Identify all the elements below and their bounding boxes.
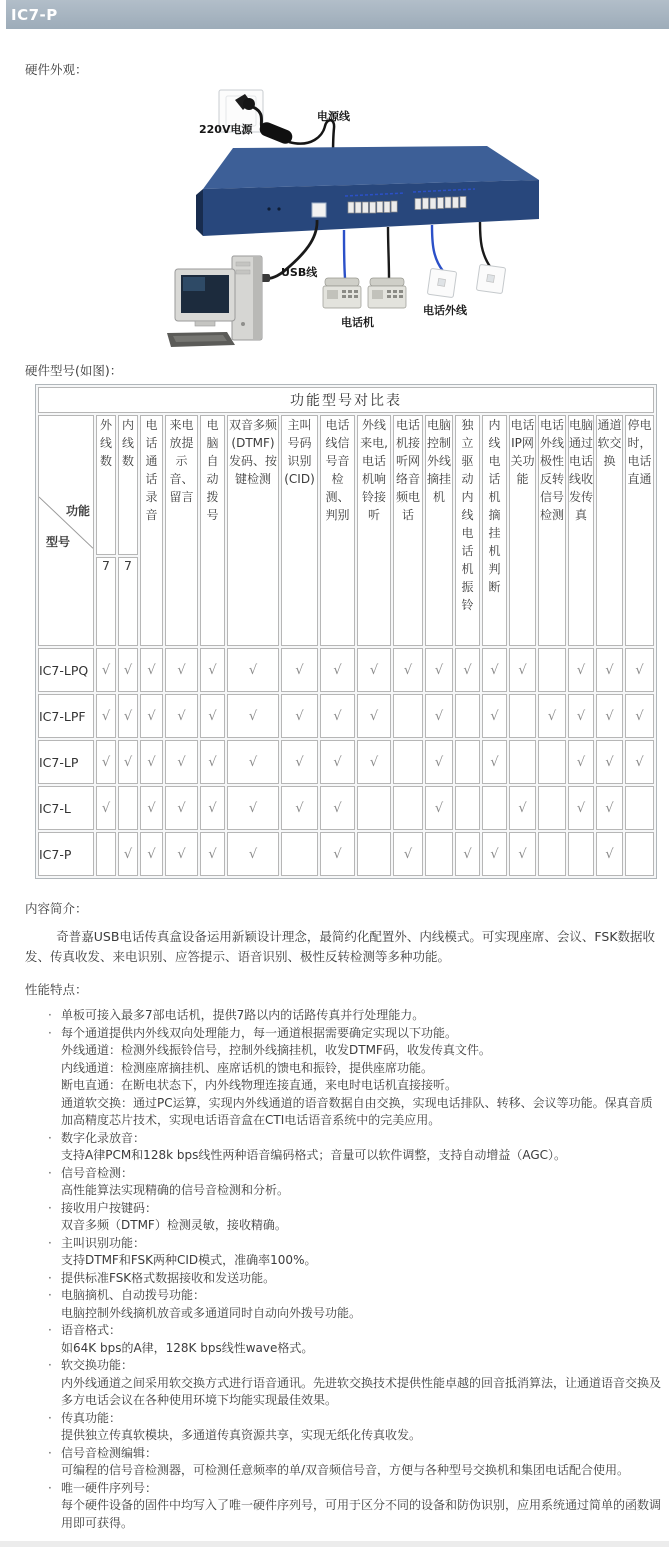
feature-item	[25, 1445, 663, 1463]
feature-head: 每个通道提供内外线双向处理能力，每一通道根据需要确定实现以下功能。	[61, 1025, 458, 1040]
feature-item	[25, 1235, 663, 1253]
model-cell: IC7-L	[38, 786, 94, 830]
model-cell: IC7-P	[38, 832, 94, 876]
feature-subline: 提供独立传真软模块，多通道传真资源共享，实现无纸化传真收发。	[61, 1428, 422, 1442]
check-cell: √	[281, 740, 318, 784]
bullet-icon: ·	[48, 1235, 52, 1250]
check-cell: √	[455, 832, 480, 876]
check-cell	[357, 832, 391, 876]
column-header-11: 电脑控制外线摘挂机	[425, 415, 453, 646]
feature-head: 软交换功能：	[61, 1358, 134, 1372]
check-cell: √	[96, 740, 116, 784]
table-row	[38, 740, 654, 784]
check-cell: √	[320, 832, 355, 876]
corner-label-function: 功能	[66, 504, 91, 518]
check-cell	[425, 832, 453, 876]
check-cell	[357, 786, 391, 830]
feature-head: 信号音检测：	[61, 1165, 134, 1180]
check-cell: √	[140, 786, 163, 830]
hardware-illustration	[165, 86, 557, 353]
check-cell: √	[227, 648, 279, 692]
check-cell: √	[200, 694, 225, 738]
section-label-appearance: 硬件外观：	[25, 62, 88, 77]
check-cell	[625, 786, 654, 830]
bullet-icon: ·	[48, 1288, 52, 1302]
column-header-3: 电话通话录音	[140, 415, 163, 646]
check-cell: √	[96, 786, 116, 830]
wall-socket-2	[476, 264, 505, 293]
check-cell: √	[118, 832, 138, 876]
check-cell: √	[425, 786, 453, 830]
bullet-icon: ·	[48, 1130, 52, 1145]
check-cell	[538, 832, 566, 876]
check-cell: √	[596, 786, 623, 830]
feature-item	[25, 1007, 663, 1025]
line-count-cell-2: 7	[118, 557, 138, 646]
column-header-18: 停电时，电话直通	[625, 415, 654, 646]
check-cell: √	[118, 648, 138, 692]
column-header-14: 电话IP网关功能	[509, 415, 536, 646]
feature-head: 提供标准FSK格式数据接收和发送功能。	[61, 1270, 276, 1285]
check-cell: √	[165, 694, 198, 738]
column-header-9: 外线来电,电话机响铃接听	[357, 415, 391, 646]
check-cell: √	[357, 694, 391, 738]
feature-subline: 支持A律PCM和128k bps线性两种语音编码格式；音量可以软件调整，支持自动增益（AGC）。	[61, 1148, 567, 1162]
column-header-13: 内线电话机摘挂机判断	[482, 415, 507, 646]
check-cell: √	[568, 786, 594, 830]
feature-head: 语音格式：	[61, 1323, 122, 1337]
check-cell: √	[281, 786, 318, 830]
check-cell: √	[357, 740, 391, 784]
check-cell: √	[568, 648, 594, 692]
feature-subline: 内线通道：检测座席摘挂机、座席话机的馈电和振铃，提供座席功能。	[61, 1060, 434, 1075]
check-cell: √	[200, 786, 225, 830]
feature-head: 数字化录放音：	[61, 1130, 146, 1145]
bullet-icon: ·	[48, 1358, 52, 1372]
computer-monitor	[175, 269, 235, 326]
corner-label-model: 型号	[46, 535, 71, 549]
feature-subline: 可编程的信号音检测器，可检测任意频率的单/双音频信号音，方便与各种型号交换机和集团电话配合使用。	[61, 1463, 630, 1477]
check-cell	[509, 694, 536, 738]
check-cell: √	[509, 786, 536, 830]
model-cell: IC7-LPQ	[38, 648, 94, 692]
label-phones: 电话机	[341, 316, 374, 329]
check-cell: √	[482, 648, 507, 692]
check-cell: √	[118, 740, 138, 784]
check-cell	[96, 832, 116, 876]
section-label-model: 硬件型号(如图)：	[25, 363, 123, 378]
feature-head: 主叫识别功能：	[61, 1235, 146, 1250]
feature-item	[25, 1480, 663, 1498]
check-cell: √	[140, 648, 163, 692]
bottom-strip	[0, 1541, 669, 1547]
check-cell	[568, 832, 594, 876]
check-cell	[393, 740, 423, 784]
column-header-1: 外线数	[96, 415, 116, 555]
check-cell: √	[200, 740, 225, 784]
page-content	[0, 60, 669, 1532]
check-cell: √	[320, 648, 355, 692]
check-cell	[538, 786, 566, 830]
check-cell	[538, 740, 566, 784]
model-cell: IC7-LP	[38, 740, 94, 784]
column-header-6: 双音多频(DTMF)发码、按键检测	[227, 415, 279, 646]
check-cell	[455, 694, 480, 738]
column-header-7: 主叫号码识别(CID)	[281, 415, 318, 646]
device-chassis	[196, 146, 539, 236]
label-power-cable: 电源线	[317, 110, 350, 123]
feature-subline: 双音多频（DTMF）检测灵敏，接收精确。	[61, 1218, 287, 1232]
check-cell	[625, 832, 654, 876]
check-cell: √	[165, 648, 198, 692]
check-cell: √	[118, 694, 138, 738]
intro-paragraph: 奇普嘉USB电话传真盒设备运用新颖设计理念，最简约化配置外、内线模式。可实现座席、会议、FSK数据收发、传真收发、来电识别、应答提示、语音识别、极性反转检测等多种功能。	[25, 929, 656, 964]
feature-head: 接收用户按键码：	[61, 1200, 158, 1215]
table-row	[38, 694, 654, 738]
feature-subline: 每个硬件设备的固件中均写入了唯一硬件序列号，可用于区分不同的设备和防伪识别，应用系统通过简单的函数调用即可获得。	[61, 1498, 662, 1530]
feature-subline: 通道软交换：通过PC运算，实现内外线通道的语音数据自由交换，实现电话排队、转移、会议等功能。保真音质加高精度芯片技术，实现电话语音盒在CTI电话语音系统中的完美应用。	[61, 1095, 653, 1127]
check-cell: √	[625, 694, 654, 738]
phone-1	[323, 278, 361, 308]
computer-tower	[232, 256, 262, 340]
feature-subline: 外线通道：检测外线振铃信号，控制外线摘挂机，收发DTMF码，收发传真文件。	[61, 1043, 491, 1057]
feature-head: 信号音检测编辑：	[61, 1445, 158, 1460]
check-cell: √	[393, 648, 423, 692]
check-cell: √	[140, 694, 163, 738]
check-cell: √	[165, 832, 198, 876]
check-cell: √	[425, 740, 453, 784]
feature-subline: 支持DTMF和FSK两种CID模式，准确率100%。	[61, 1253, 317, 1267]
table-title-row	[38, 387, 654, 413]
check-cell: √	[96, 694, 116, 738]
feature-head: 唯一硬件序列号：	[61, 1480, 158, 1495]
feature-item	[25, 1357, 663, 1375]
check-cell	[509, 740, 536, 784]
table-title: 功能型号对比表	[38, 387, 654, 413]
check-cell	[281, 832, 318, 876]
label-outer-lines: 电话外线	[423, 304, 467, 317]
computer-keyboard	[167, 332, 235, 347]
table-header-row	[38, 415, 654, 555]
feature-head: 传真功能：	[61, 1410, 122, 1425]
column-header-17: 通道软交换	[596, 415, 623, 646]
feature-head: 单板可接入最多7部电话机，提供7路以内的话路传真并行处理能力。	[61, 1008, 425, 1022]
usb-port-icon	[312, 203, 326, 217]
check-cell: √	[320, 740, 355, 784]
feature-item	[25, 1025, 663, 1043]
check-cell: √	[281, 694, 318, 738]
check-cell: √	[596, 740, 623, 784]
check-cell: √	[425, 694, 453, 738]
feature-subline: 高性能算法实现精确的信号音检测和分析。	[61, 1183, 290, 1197]
bullet-icon: ·	[48, 1480, 52, 1495]
corner-diagonal-line	[39, 416, 93, 645]
check-cell	[393, 786, 423, 830]
check-cell: √	[227, 832, 279, 876]
phone-2	[368, 278, 406, 308]
check-cell	[393, 694, 423, 738]
check-cell: √	[625, 648, 654, 692]
table-row	[38, 786, 654, 830]
feature-item	[25, 1270, 663, 1288]
check-cell: √	[482, 740, 507, 784]
feature-subline: 断电直通：在断电状态下，内外线物理连接直通，来电时电话机直接接听。	[61, 1078, 458, 1092]
feature-subline: 内外线通道之间采用软交换方式进行语音通讯。先进软交换技术提供性能卓越的回音抵消算法，让通道语音交换及多方电话会议在各种使用环境下均能实现最佳效果。	[61, 1375, 662, 1407]
column-header-4: 来电放提示音、留言	[165, 415, 198, 646]
check-cell: √	[140, 740, 163, 784]
bullet-icon: ·	[48, 1200, 52, 1215]
feature-item	[25, 1410, 663, 1428]
column-header-10: 电话机接听网络音频电话	[393, 415, 423, 646]
check-cell: √	[509, 648, 536, 692]
feature-item	[25, 1165, 663, 1183]
bullet-icon: ·	[48, 1445, 52, 1460]
check-cell: √	[596, 648, 623, 692]
wall-socket-1	[427, 268, 456, 297]
check-cell	[482, 786, 507, 830]
bullet-icon: ·	[48, 1323, 52, 1337]
check-cell: √	[227, 740, 279, 784]
column-header-8: 电话线信号音检测、判别	[320, 415, 355, 646]
check-cell: √	[140, 832, 163, 876]
check-cell	[538, 648, 566, 692]
feature-subline: 如64K bps的A律，128K bps线性wave格式。	[61, 1340, 314, 1355]
check-cell	[118, 786, 138, 830]
check-cell: √	[357, 648, 391, 692]
bullet-icon: ·	[48, 1165, 52, 1180]
check-cell: √	[320, 786, 355, 830]
bullet-icon: ·	[48, 1008, 52, 1022]
check-cell	[455, 786, 480, 830]
check-cell: √	[482, 832, 507, 876]
table-row	[38, 832, 654, 876]
label-usb-cable: USB线	[281, 266, 318, 279]
check-cell: √	[625, 740, 654, 784]
label-220v-power: 220V电源	[199, 123, 253, 136]
check-cell: √	[568, 694, 594, 738]
section-label-intro: 内容简介：	[25, 901, 88, 916]
check-cell: √	[200, 648, 225, 692]
corner-cell	[38, 415, 94, 646]
feature-item	[25, 1200, 663, 1218]
column-header-16: 电脑通过电话线收发传真	[568, 415, 594, 646]
feature-item	[25, 1322, 663, 1340]
check-cell: √	[568, 740, 594, 784]
check-cell: √	[165, 740, 198, 784]
column-header-15: 电话外线极性反转信号检测	[538, 415, 566, 646]
model-cell: IC7-LPF	[38, 694, 94, 738]
bullet-icon: ·	[48, 1025, 52, 1040]
check-cell: √	[227, 786, 279, 830]
bullet-icon: ·	[48, 1270, 52, 1285]
table-row	[38, 648, 654, 692]
section-label-features: 性能特点：	[25, 982, 88, 997]
page-header-bar	[6, 0, 669, 29]
check-cell: √	[165, 786, 198, 830]
check-cell: √	[425, 648, 453, 692]
check-cell: √	[596, 694, 623, 738]
feature-subline: 电脑控制外线摘机放音或多通道同时自动向外拨号功能。	[61, 1305, 362, 1320]
check-cell: √	[509, 832, 536, 876]
check-cell: √	[482, 694, 507, 738]
check-cell: √	[538, 694, 566, 738]
column-header-12: 独立驱动内线电话机振铃	[455, 415, 480, 646]
check-cell: √	[281, 648, 318, 692]
check-cell: √	[320, 694, 355, 738]
comparison-table	[35, 384, 657, 879]
check-cell: √	[455, 648, 480, 692]
feature-item	[25, 1130, 663, 1148]
check-cell: √	[227, 694, 279, 738]
feature-head: 电脑摘机、自动拨号功能：	[61, 1288, 206, 1302]
check-cell	[455, 740, 480, 784]
column-header-5: 电脑自动拨号	[200, 415, 225, 646]
features-list	[25, 1007, 669, 1532]
check-cell: √	[200, 832, 225, 876]
feature-item	[25, 1287, 663, 1305]
check-cell: √	[393, 832, 423, 876]
page-title: IC7-P	[11, 5, 58, 24]
check-cell: √	[96, 648, 116, 692]
column-header-2: 内线数	[118, 415, 138, 555]
check-cell: √	[596, 832, 623, 876]
phone-line-cables	[344, 222, 491, 278]
bullet-icon: ·	[48, 1410, 52, 1425]
line-count-cell-1: 7	[96, 557, 116, 646]
